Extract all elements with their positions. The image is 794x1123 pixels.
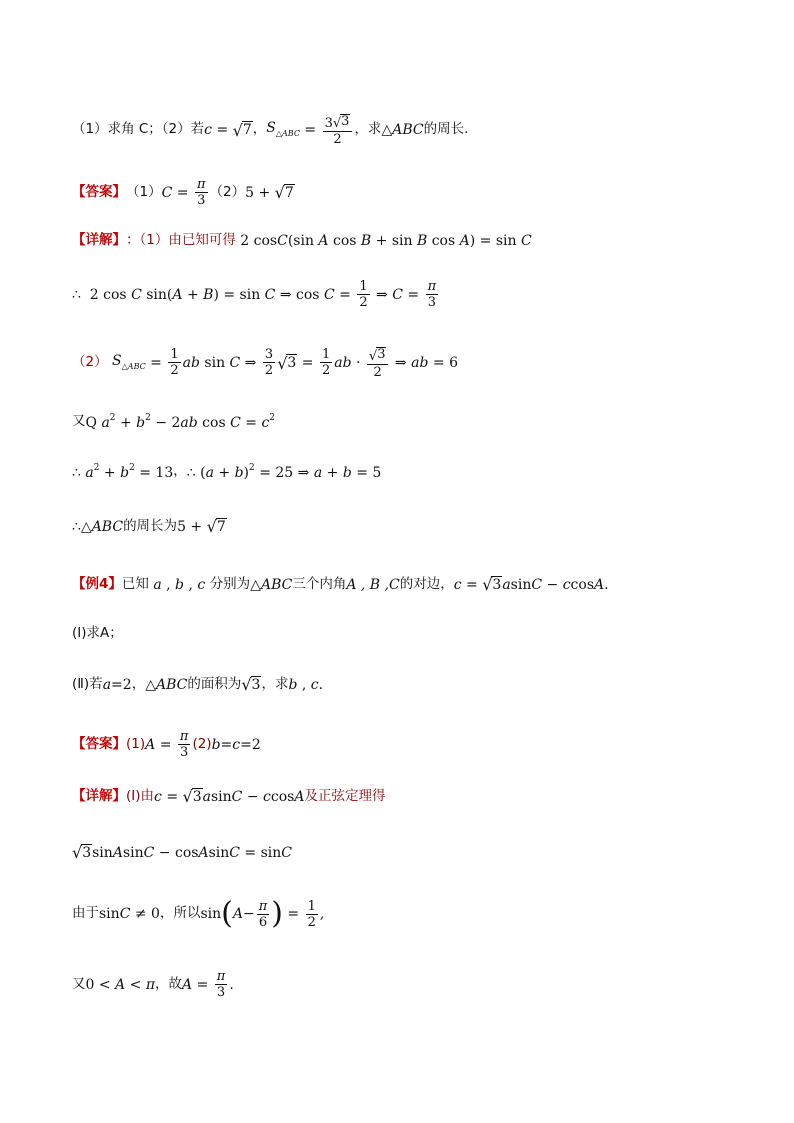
solution-line: （2） $S_{\triangle ABC}$ = $\frac{1}{2}$ ab sin C ⇒ $\frac{3}{2}$ √ 3 = $\frac{1}{2}$ ab · √ 3 2 ⇒ ab = 6 bbox=[72, 347, 458, 380]
formula: √ 3 2 bbox=[367, 347, 389, 379]
formula: sinAsinC − cosAsinC = sinC bbox=[92, 844, 292, 861]
solution-line bbox=[72, 464, 381, 480]
formula: △ABC bbox=[250, 576, 293, 593]
formula: asinC − ccosA. bbox=[502, 576, 609, 593]
formula: √ 3 bbox=[72, 843, 92, 863]
formula: $\frac{1}{2}$ bbox=[359, 279, 368, 310]
formula: asinC − ccosA bbox=[202, 788, 305, 805]
text: 的面积为 bbox=[187, 675, 242, 692]
answer-line: 【答案】 (1) A = $\frac{\pi}{3}$ (2) b = c =2 bbox=[72, 729, 261, 760]
text: 的周长. bbox=[423, 121, 469, 138]
example-label: 【例4】 bbox=[72, 575, 122, 592]
formula: △ABC bbox=[145, 676, 188, 693]
formula: = bbox=[282, 906, 304, 922]
formula: C bbox=[161, 184, 173, 201]
detail-label: 【详解】 bbox=[72, 787, 126, 804]
formula: 3 √ 3 2 bbox=[323, 114, 353, 146]
formula: sin bbox=[200, 906, 222, 922]
formula: ⇒ C = bbox=[371, 286, 424, 303]
formula: △ABC bbox=[381, 121, 424, 138]
formula: c bbox=[204, 121, 212, 138]
solution-line bbox=[72, 280, 440, 309]
formula: $\frac{\pi}{3}$ bbox=[196, 177, 206, 208]
solution-line bbox=[72, 788, 385, 805]
question-part-1 bbox=[72, 627, 123, 641]
formula: c = bbox=[154, 788, 179, 805]
solution-line: 由于 sinC ≠ 0 ，所以 sin ( A − $\frac{\pi}{6}$ ) = $\frac{1}{2}$ , bbox=[72, 896, 325, 931]
solution-line: 又 0 < A < π ，故 A = $\frac{\pi}{3}$ . bbox=[72, 969, 234, 1000]
text: (2) bbox=[192, 735, 212, 752]
formula: sinC ≠ 0 bbox=[99, 906, 160, 922]
formula: √ 7 bbox=[206, 517, 226, 537]
detail-label: 【详解】 bbox=[72, 232, 126, 249]
formula: $\frac{\pi}{3}$ bbox=[179, 729, 189, 760]
solution-line bbox=[72, 518, 227, 535]
text: (Ⅰ)由 bbox=[126, 787, 155, 804]
formula: √ 3 bbox=[277, 353, 297, 373]
text: ， bbox=[131, 675, 146, 692]
formula: A bbox=[145, 736, 156, 753]
text: (1) bbox=[126, 735, 146, 752]
formula: $\frac{1}{2}$ bbox=[307, 898, 316, 930]
formula: ⇒ ab = 6 bbox=[390, 354, 458, 371]
solution-line bbox=[72, 234, 532, 248]
formula: $\frac{1}{2}$ bbox=[170, 347, 179, 379]
text: 三个内角 bbox=[292, 575, 347, 592]
text: 的周长为 bbox=[123, 517, 178, 534]
text: ，求 bbox=[354, 121, 382, 138]
text: （2） bbox=[72, 354, 108, 371]
formula: =2 bbox=[111, 676, 132, 693]
text: (Ⅰ)求A； bbox=[72, 625, 123, 641]
formula: A bbox=[182, 976, 193, 993]
text: 的对边， bbox=[399, 575, 454, 592]
formula: a bbox=[102, 676, 112, 693]
formula: a , b , c bbox=[148, 576, 210, 593]
formula: 2 cosC(sin A cos B + sin B cos A) = sin C bbox=[235, 233, 532, 249]
formula: 5 + bbox=[245, 184, 275, 201]
text: ：（1）由已知可得 bbox=[126, 232, 236, 249]
formula: ( bbox=[221, 896, 233, 931]
text: （2） bbox=[209, 183, 246, 200]
formula: A bbox=[232, 906, 243, 922]
formula: A , B ,C bbox=[346, 576, 400, 593]
answer-label: 【答案】 bbox=[72, 183, 126, 200]
formula: $\frac{\pi}{3}$ bbox=[216, 969, 226, 1000]
answer-line: 【答案】 （1） C = $\frac{\pi}{3}$ （2） 5 + √ 7 bbox=[72, 177, 294, 208]
formula: √ 7 bbox=[232, 120, 252, 140]
answer-label: 【答案】 bbox=[72, 735, 126, 752]
formula: $\frac{\pi}{6}$ bbox=[258, 898, 268, 930]
formula: ab sin C ⇒ bbox=[182, 354, 261, 371]
formula: $\frac{3}{2}$ bbox=[264, 347, 274, 379]
formula: √ 3 bbox=[182, 787, 202, 807]
formula: √ 7 bbox=[274, 183, 294, 203]
formula: = bbox=[220, 736, 233, 753]
formula: ∴ 2 cos C sin(A + B) = sin C ⇒ cos C = bbox=[72, 286, 356, 303]
formula: √ 3 bbox=[241, 675, 261, 695]
formula: ∴ $a^2 + b^2 = 13$ bbox=[72, 463, 174, 481]
text: （1） bbox=[126, 183, 162, 200]
formula: $\frac{1}{2}$ bbox=[321, 347, 331, 379]
text: ，故 bbox=[155, 975, 183, 992]
formula: Q $a^2 + b^2 - 2ab$ $\cos C = c^2$ bbox=[85, 413, 276, 431]
formula: 0 < A < π bbox=[85, 976, 156, 993]
formula: $\frac{\pi}{3}$ bbox=[427, 279, 437, 310]
formula: $S_{\triangle ABC}$ bbox=[266, 120, 300, 139]
formula: ab bbox=[334, 354, 352, 371]
problem-statement: （1）求角 C；（2）若 c = √ 7 ， $S_{\triangle ABC}$ = 3 √ 3 2 ，求 △ABC 的周长. bbox=[72, 114, 469, 147]
formula: √ 3 bbox=[482, 575, 502, 595]
question-part-2 bbox=[72, 676, 323, 693]
text: 又 bbox=[72, 413, 86, 430]
formula: $S_{\triangle ABC}$ bbox=[107, 353, 146, 372]
formula: 5 + bbox=[177, 518, 207, 535]
text: （1）求角 C；（2）若 bbox=[72, 121, 205, 138]
solution-line bbox=[72, 414, 275, 430]
text: (Ⅱ)若 bbox=[72, 675, 103, 692]
formula: ) bbox=[271, 896, 283, 931]
text: 及正弦定理得 bbox=[304, 787, 386, 804]
text: ， bbox=[252, 121, 267, 138]
formula: ∴ $(a + b)^2 = 25$ ⇒ a + b = 5 bbox=[186, 463, 382, 481]
formula: ∴△ABC bbox=[72, 518, 124, 535]
text: 由于 bbox=[72, 905, 99, 922]
formula: b bbox=[211, 736, 221, 753]
text: ，所以 bbox=[159, 905, 201, 922]
text: ，求 bbox=[261, 675, 289, 692]
text: 又 bbox=[72, 975, 86, 992]
formula: b , c. bbox=[288, 676, 324, 693]
text: 分别为 bbox=[209, 575, 251, 592]
text: ， bbox=[173, 463, 187, 480]
formula: c = bbox=[453, 576, 478, 593]
text: 已知 bbox=[121, 575, 149, 592]
solution-line bbox=[72, 844, 292, 861]
example-statement bbox=[72, 576, 609, 593]
